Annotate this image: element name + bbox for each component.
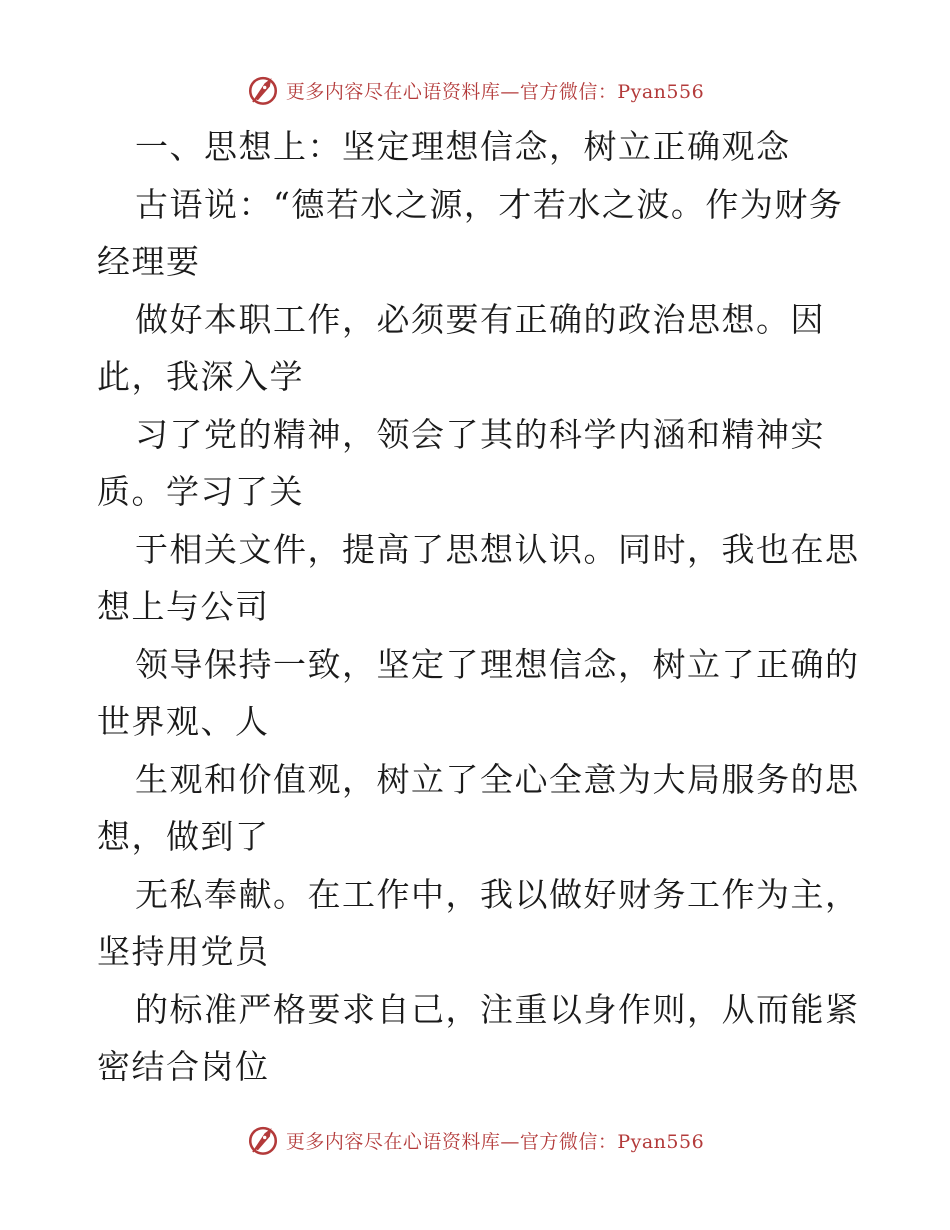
text-line: 无私奉献。在工作中，我以做好财务工作为主， bbox=[135, 874, 860, 914]
text-line: 想上与公司 bbox=[97, 587, 270, 626]
text-line: 习了党的精神，领会了其的科学内涵和精神实 bbox=[135, 414, 825, 454]
text-line: 一、思想上：坚定理想信念，树立正确观念 bbox=[135, 127, 791, 166]
footer-banner bbox=[0, 1120, 950, 1160]
text-line: 质。学习了关 bbox=[97, 472, 304, 511]
banner-text: 更多内容尽在心语资料库—官方微信：Pyan556 bbox=[285, 80, 705, 103]
header-banner bbox=[0, 70, 950, 110]
banner-text: 更多内容尽在心语资料库—官方微信：Pyan556 bbox=[285, 1130, 705, 1153]
text-line: 做好本职工作，必须要有正确的政治思想。因 bbox=[135, 299, 825, 339]
document-body bbox=[97, 118, 860, 1096]
pen-nib-icon bbox=[246, 1123, 280, 1157]
text-line: 此，我深入学 bbox=[97, 357, 304, 396]
text-line: 古语说：“德若水之源，才若水之波。作为财务 bbox=[135, 184, 844, 224]
text-line: 的标准严格要求自己，注重以身作则，从而能紧 bbox=[135, 989, 860, 1029]
text-line: 经理要 bbox=[97, 242, 201, 281]
text-line: 于相关文件，提高了思想认识。同时，我也在思 bbox=[135, 529, 860, 569]
text-line: 密结合岗位 bbox=[97, 1047, 270, 1086]
text-line: 生观和价值观，树立了全心全意为大局服务的思 bbox=[135, 759, 860, 799]
text-line: 领导保持一致，坚定了理想信念，树立了正确的 bbox=[135, 644, 860, 684]
text-line: 坚持用党员 bbox=[97, 932, 270, 971]
pen-nib-icon bbox=[246, 73, 280, 107]
text-line: 世界观、人 bbox=[97, 702, 270, 741]
text-line: 想，做到了 bbox=[97, 817, 270, 856]
